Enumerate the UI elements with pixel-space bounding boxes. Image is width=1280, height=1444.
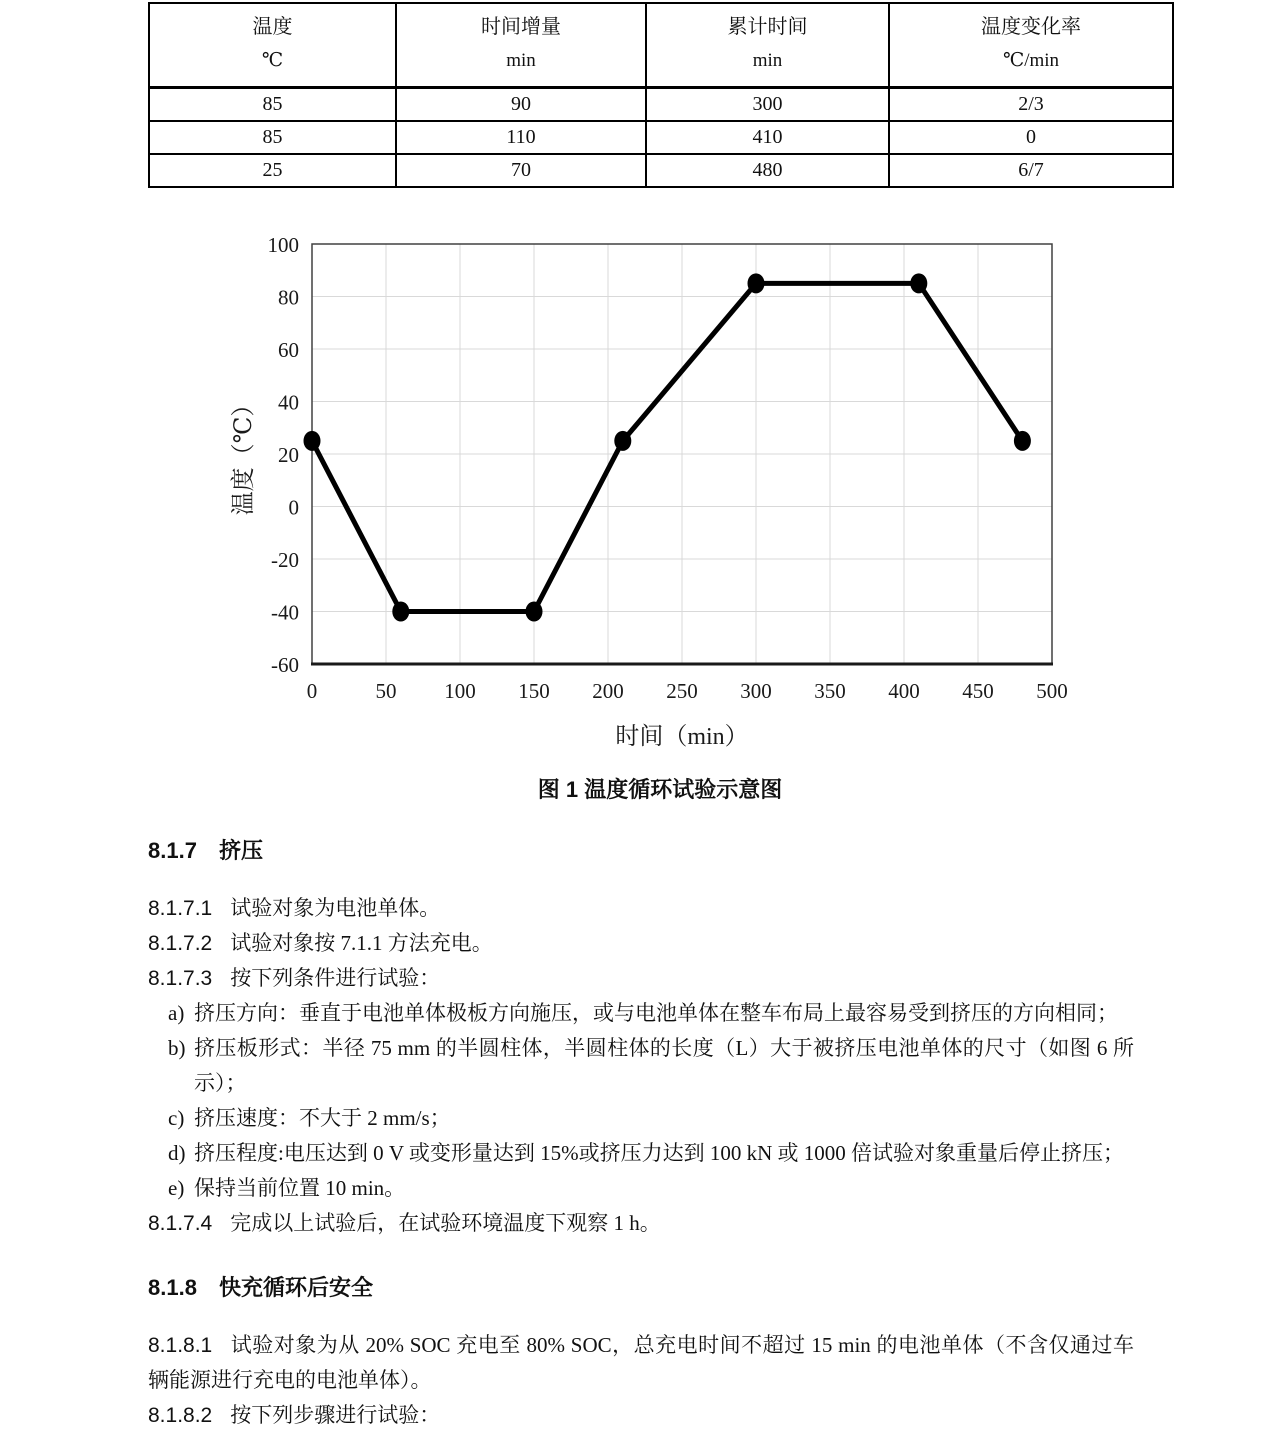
table-header-cell: [149, 3, 396, 88]
svg-text:450: 450: [962, 679, 994, 703]
table-cell: 410: [646, 121, 889, 154]
list-item: [168, 996, 1134, 1031]
clause-text: 完成以上试验后，在试验环境温度下观察 1 h。: [230, 1211, 661, 1235]
document-body: [148, 837, 1172, 1433]
svg-text:500: 500: [1036, 679, 1068, 703]
list-marker: b): [168, 1036, 186, 1060]
column-unit: ℃: [261, 50, 284, 71]
section-heading-8-1-8: [148, 1274, 1172, 1302]
clause-text: 试验对象按 7.1.1 方法充电。: [230, 931, 493, 955]
svg-text:100: 100: [267, 238, 299, 257]
svg-text:0: 0: [306, 679, 318, 703]
clause-title: 挤压: [218, 838, 263, 863]
list-marker: a): [168, 1001, 185, 1025]
clause-8-1-7-2: [148, 926, 1134, 961]
table-cell: 70: [396, 154, 646, 187]
section-heading-8-1-7: [148, 837, 1172, 865]
clause-number: 8.1.8.2: [148, 1404, 213, 1427]
clause-text: 试验对象为电池单体。: [230, 896, 441, 920]
clause-number: 8.1.7.2: [148, 932, 213, 955]
list-marker: e): [168, 1176, 185, 1200]
list-text: 挤压方向：垂直于电池单体极板方向施压，或与电池单体在整车布局上最容易受到挤压的方向相同；: [194, 1001, 1118, 1025]
table-cell: 85: [149, 88, 396, 122]
clause-number: 8.1.7.3: [148, 967, 213, 990]
svg-text:50: 50: [375, 679, 397, 703]
table-row: [149, 88, 1173, 122]
svg-text:-60: -60: [271, 653, 299, 677]
svg-text:-20: -20: [271, 548, 299, 572]
clause-text: 按下列步骤进行试验：: [230, 1403, 441, 1427]
list-item: [168, 1171, 1134, 1206]
column-title: 温度: [252, 16, 293, 38]
table-cell: 2/3: [889, 88, 1173, 122]
list-text: 挤压板形式：半径 75 mm 的半圆柱体，半圆柱体的长度（L）大于被挤压电池单体的尺寸（如图 6 所示）；: [194, 1036, 1134, 1095]
svg-text:300: 300: [740, 679, 772, 703]
table-cell: 85: [149, 121, 396, 154]
clause-number: 8.1.7: [148, 838, 197, 863]
clause-text: 按下列条件进行试验：: [230, 966, 441, 990]
svg-text:100: 100: [444, 679, 476, 703]
svg-text:温度（℃）: 温度（℃）: [231, 392, 257, 516]
line-chart-canvas: [227, 238, 1107, 750]
table-cell: 90: [396, 88, 646, 122]
table-cell: 480: [646, 154, 889, 187]
svg-text:200: 200: [592, 679, 624, 703]
svg-text:400: 400: [888, 679, 920, 703]
clause-title: 快充循环后安全: [218, 1275, 373, 1300]
clause-number: 8.1.7.4: [148, 1212, 213, 1235]
clause-8-1-7-4: [148, 1206, 1134, 1241]
svg-text:0: 0: [288, 495, 299, 520]
svg-text:250: 250: [666, 679, 698, 703]
svg-text:时间（min）: 时间（min）: [615, 724, 749, 750]
list-item: [168, 1101, 1134, 1136]
list-text: 保持当前位置 10 min。: [194, 1176, 406, 1200]
column-title: 时间增量: [481, 16, 561, 38]
clause-number: 8.1.8: [148, 1275, 197, 1300]
column-title: 累计时间: [727, 16, 808, 38]
table-header-cell: [889, 3, 1173, 88]
clause-number: 8.1.7.1: [148, 897, 213, 920]
table-header-cell: [396, 3, 646, 88]
table-cell: 300: [646, 88, 889, 122]
svg-text:20: 20: [278, 443, 299, 467]
column-title: 温度变化率: [981, 16, 1081, 38]
temperature-cycle-chart: [227, 238, 1107, 750]
list-item: [168, 1136, 1134, 1171]
clause-8-1-7-1: [148, 891, 1134, 926]
figure-caption: 图 1 温度循环试验示意图: [537, 777, 783, 802]
list-text: 挤压程度:电压达到 0 V 或变形量达到 15%或挤压力达到 100 kN 或 1000 倍试验对象重量后停止挤压；: [194, 1141, 1125, 1165]
svg-text:-40: -40: [271, 600, 299, 625]
table-row: [149, 121, 1173, 154]
table-cell: 110: [396, 121, 646, 154]
table-row: [149, 154, 1173, 187]
svg-text:150: 150: [518, 679, 550, 703]
svg-text:80: 80: [278, 285, 299, 310]
column-unit: min: [752, 50, 783, 71]
clause-8-1-7-3: [148, 961, 1134, 996]
list-marker: d): [168, 1141, 186, 1165]
list-text: 挤压速度：不大于 2 mm/s；: [194, 1106, 451, 1130]
column-unit: min: [506, 50, 536, 71]
column-unit: ℃/min: [1002, 50, 1060, 71]
table-cell: 25: [149, 154, 396, 187]
condition-list: [168, 996, 1134, 1206]
table-header-row: [149, 3, 1173, 88]
svg-text:40: 40: [278, 390, 299, 415]
clause-8-1-8-2: [148, 1398, 1134, 1433]
table-cell: 0: [889, 121, 1173, 154]
list-item: [168, 1031, 1134, 1101]
clause-number: 8.1.8.1: [148, 1334, 213, 1357]
clause-8-1-8-1: [148, 1328, 1134, 1398]
table-header-cell: [646, 3, 889, 88]
list-marker: c): [168, 1106, 185, 1130]
table-cell: 6/7: [889, 154, 1173, 187]
clause-text: 试验对象为从 20% SOC 充电至 80% SOC，总充电时间不超过 15 min 的电池单体（不含仅通过车辆能源进行充电的电池单体）。: [148, 1333, 1134, 1392]
temperature-cycle-table: [148, 2, 1174, 188]
svg-text:60: 60: [278, 338, 299, 362]
svg-text:350: 350: [814, 679, 846, 703]
